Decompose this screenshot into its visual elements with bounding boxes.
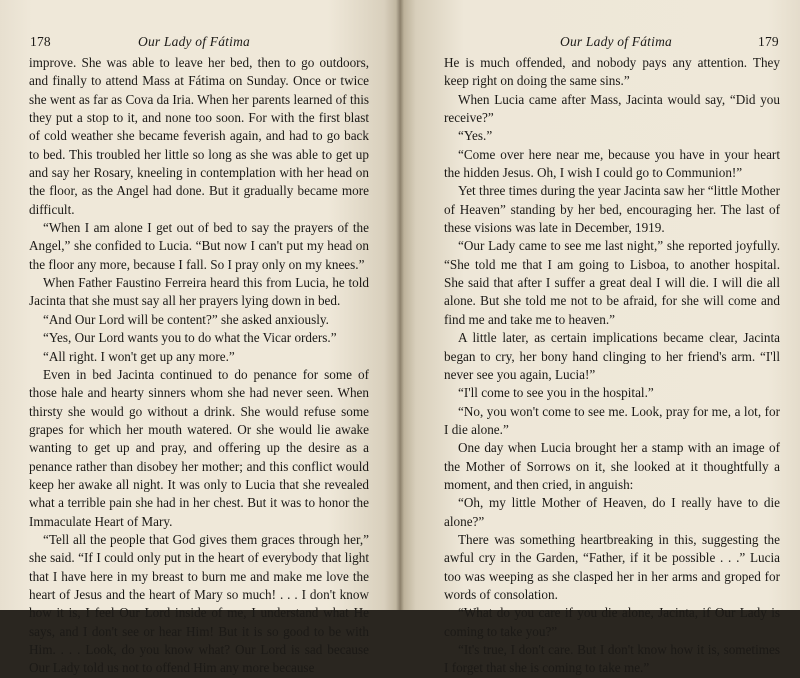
paragraph: A little later, as certain implications became clear, Jacinta began to cry, her bony hand clinging to her friend's arm. “I'll never see you again, Lucia!” xyxy=(444,330,780,382)
paragraph: Yet three times during the year Jacinta saw her “little Mother of Heaven” standing by her bed, encouraging her. The last of these visions was late in December, 1919. xyxy=(444,183,780,236)
paragraph: One day when Lucia brought her a stamp with an image of the Mother of Sorrows on it, she looked at it thoughtfully a moment, and then cried, in anguish: xyxy=(444,440,780,492)
paragraph: When Lucia came after Mass, Jacinta would say, “Did you receive?” xyxy=(444,91,780,126)
paragraph: “Yes, Our Lord wants you to do what the Vicar orders.” xyxy=(43,330,337,346)
paragraph: There was something heartbreaking in this, suggesting the awful cry in the Garden, “Father, if it be possible . . .” Lucia too was weeping as she clasped her in her arms and groped for words of consolation. xyxy=(444,531,780,602)
right-page-number: 179 xyxy=(758,34,779,49)
paragraph: “Yes.” xyxy=(458,128,493,144)
paragraph: “Our Lady came to see me last night,” she reported joyfully. “She told me that I am going to Lisboa, to another hospital. She said that after I suffer a great deal I will die. I will die all alone. But she told me not to be afraid, for she will come and find me and take me to heaven.” xyxy=(444,238,780,327)
left-running-title: Our Lady of Fátima xyxy=(138,34,250,49)
paragraph: “No, you won't come to see me. Look, pray for me, a lot, for I die alone.” xyxy=(444,403,780,437)
paragraph: “All right. I won't get up any more.” xyxy=(43,348,235,364)
paragraph: “What do you care if you die alone, Jacinta, if Our Lady is coming to take you?” xyxy=(444,605,780,639)
paragraph: “When I am alone I get out of bed to say the prayers of the Angel,” she confided to Lucia. “But now I can't put my head on the floor any more, because I fall. So I pray only on my knees.” xyxy=(29,220,369,272)
book-gutter xyxy=(396,0,404,610)
paragraph: He is much offended, and nobody pays any attention. They keep right on doing the same sins.” xyxy=(444,55,780,89)
paragraph: “And Our Lord will be content?” she asked anxiously. xyxy=(43,311,329,327)
left-page-number: 178 xyxy=(30,34,51,49)
paragraph: “Come over here near me, because you have in your heart the hidden Jesus. Oh, I wish I could go to Communion!” xyxy=(444,146,780,181)
paragraph: “It's true, I don't care. But I don't know how it is, sometimes I forget that she is coming to take me.” xyxy=(444,642,780,676)
right-page-body xyxy=(444,54,780,678)
paragraph: improve. She was able to leave her bed, then to go outdoors, and finally to attend Mass at Fátima on Sunday. Once or twice she went as far as Cova da Iria. When her parents learned of this they put a stop to it, and none too soon. For with the first blast of cold weather she became feverish again, and had to go back to bed. This troubled her little so long as she was able to get up and say her Rosary, kneeling in contemplation with her head on the floor, as the Angel had done. But it gradually became more difficult. xyxy=(29,55,369,217)
paragraph: “Tell all the people that God gives them graces through her,” she said. “If I could only put in the heart of everybody that light that I have here in my breast to burn me and make me love the heart of Jesus and the heart of Mary so much! . . . I don't know how it is, I feel Our Lord inside of me, I understand what He says, and I don't see or hear Him! But it is so good to be with Him. . . . Look, do you know what? Our Lord is sad because Our Lady told us not to offend Him any more because xyxy=(29,531,369,676)
left-page-body xyxy=(29,54,369,678)
right-running-title: Our Lady of Fátima xyxy=(560,34,672,49)
paragraph: “I'll come to see you in the hospital.” xyxy=(458,385,654,401)
left-page xyxy=(0,0,400,676)
paragraph: Even in bed Jacinta continued to do penance for some of those hale and hearty sinners whom she had never seen. When thirsty she would go without a drink. She would refuse some grapes for which her mouth watered. Or she would lie awake wanting to get up and pray, and offering up the desire as a penance rather than disobey her mother; and this conflict would keep her awake all night. It was only to Lucia that she revealed what a terrible pain she had in her chest. But it was to honor the Immaculate Heart of Mary. xyxy=(29,366,369,529)
paragraph: “Oh, my little Mother of Heaven, do I really have to die alone?” xyxy=(444,495,780,529)
paragraph: When Father Faustino Ferreira heard this from Lucia, he told Jacinta that she must say all her prayers lying down in bed. xyxy=(29,275,369,309)
right-page xyxy=(400,0,800,676)
